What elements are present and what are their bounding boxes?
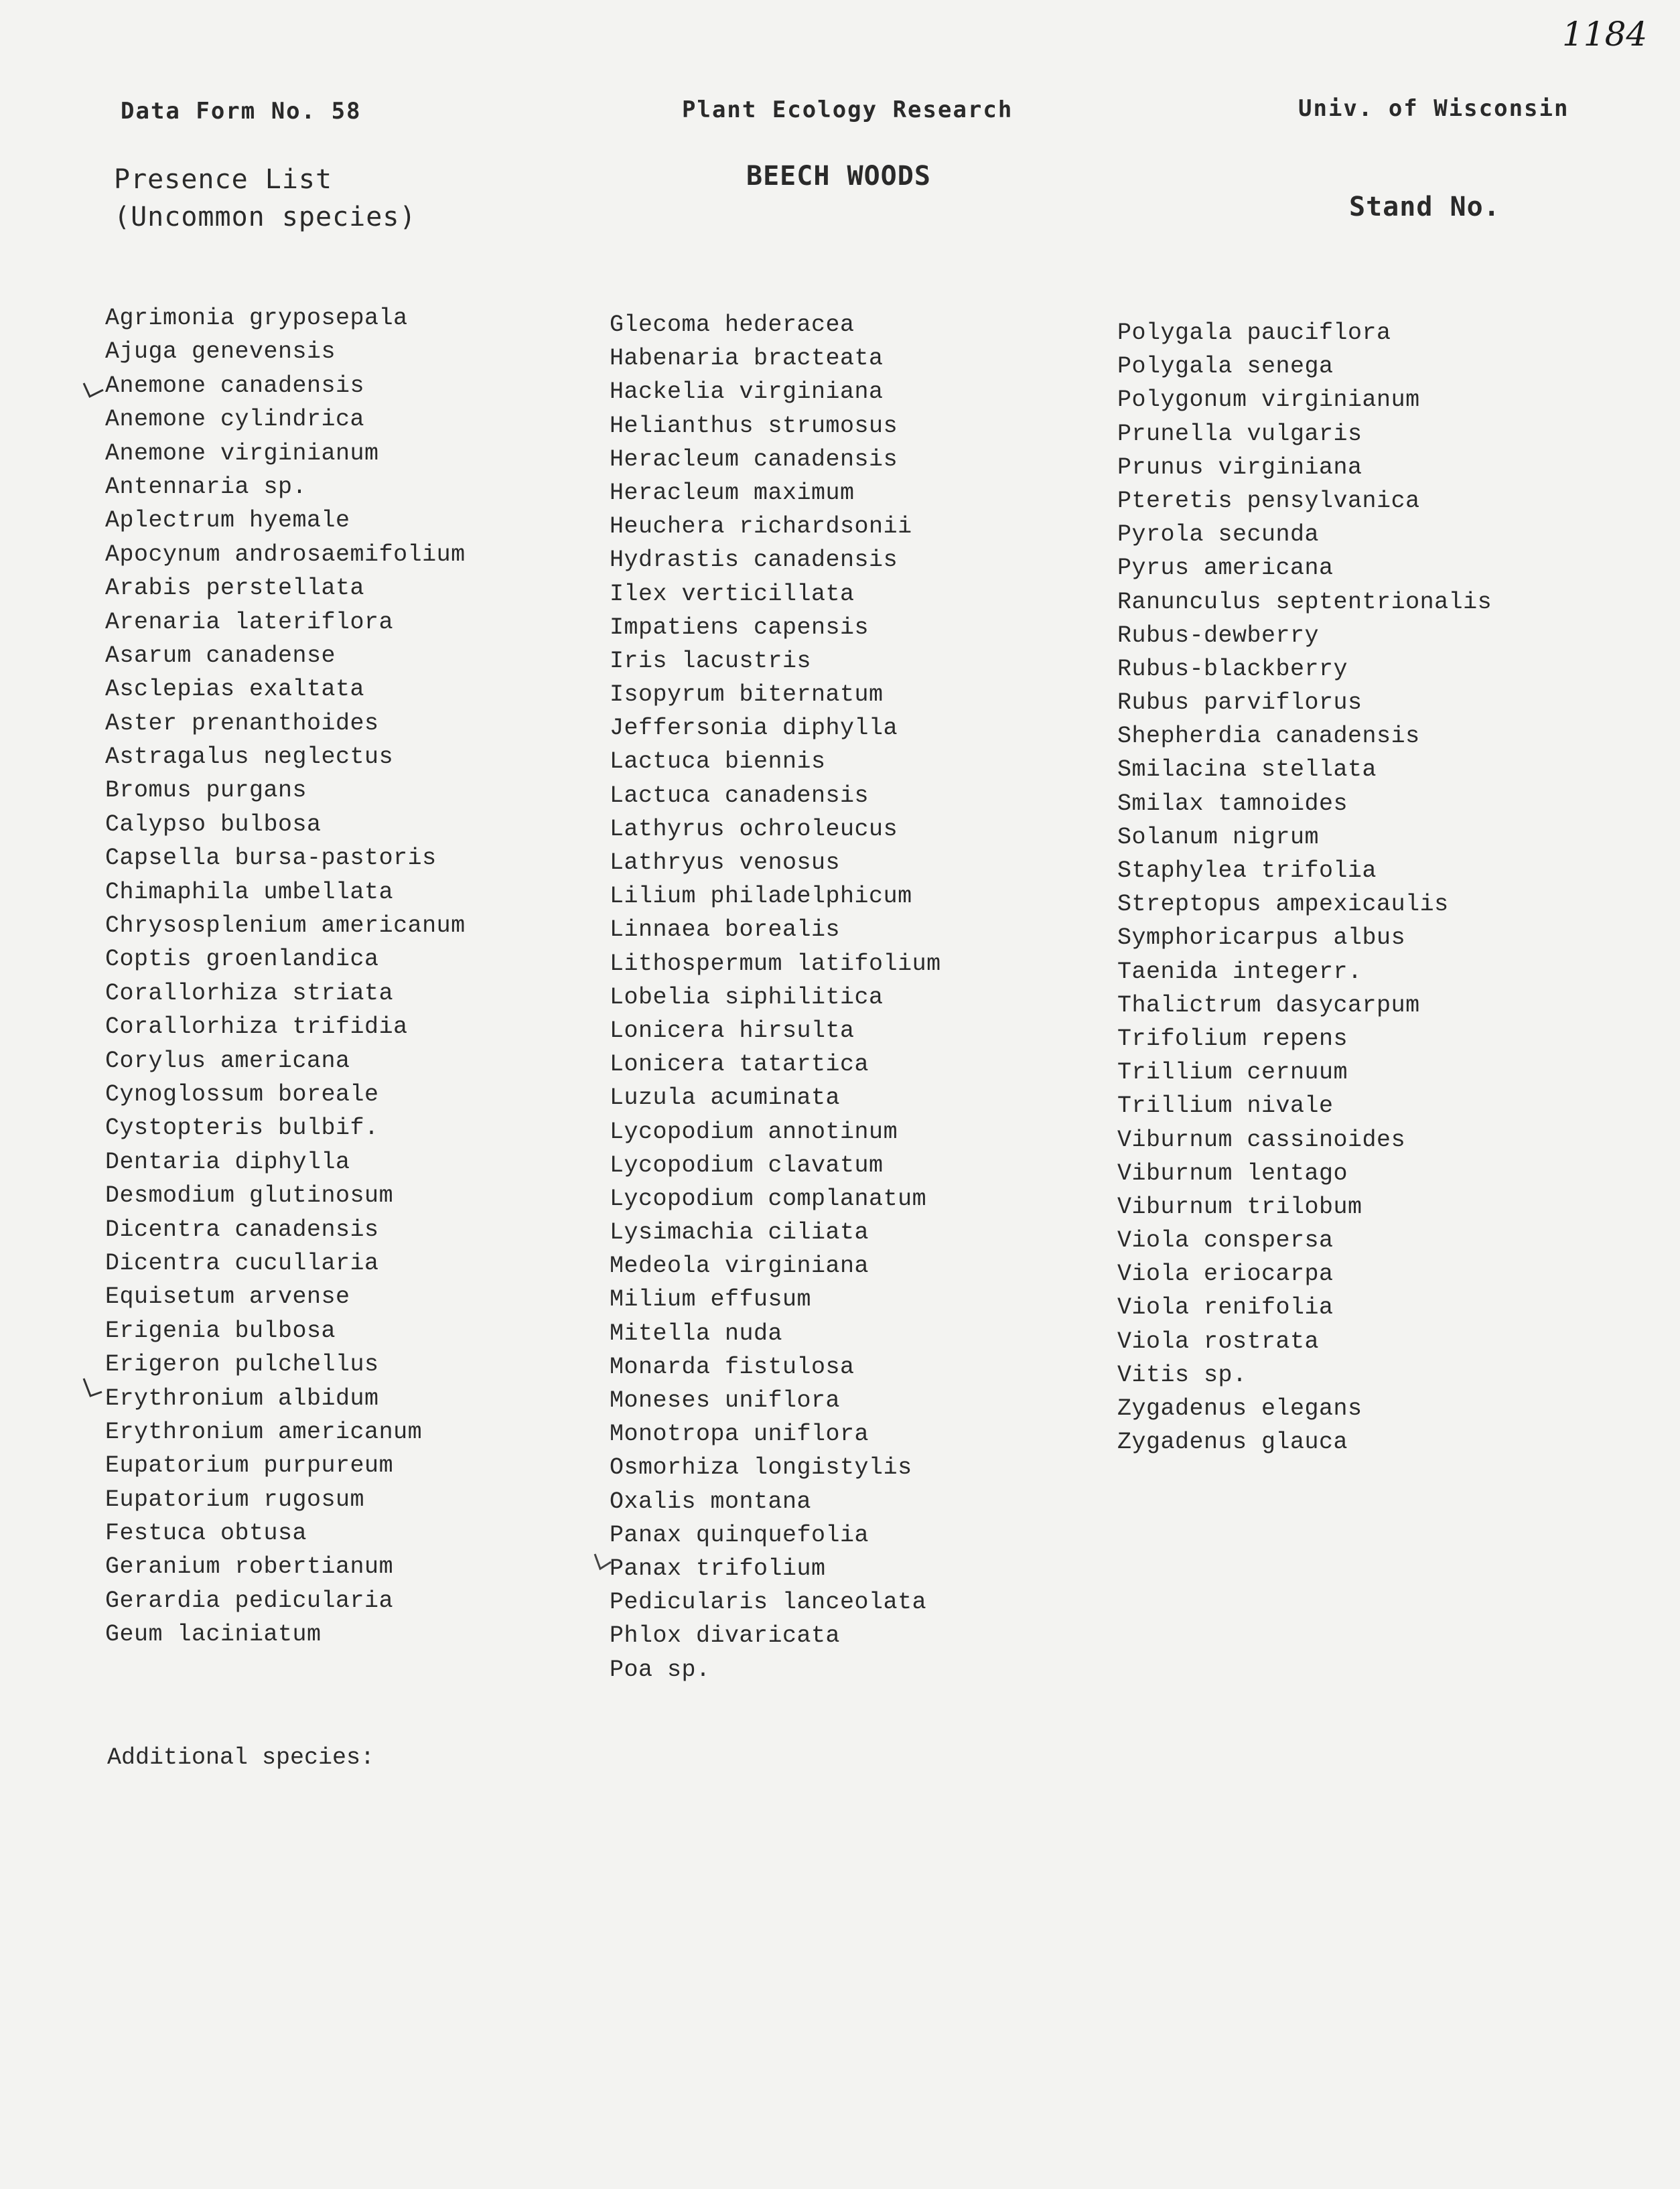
- species-entry: Ajuga genevensis: [105, 338, 336, 366]
- species-entry: Erigeron pulchellus: [105, 1351, 379, 1379]
- species-entry: Chrysosplenium americanum: [105, 912, 466, 940]
- species-entry: Dicentra canadensis: [105, 1216, 379, 1243]
- species-entry: Vitis sp.: [1117, 1361, 1247, 1389]
- species-entry: Milium effusum: [610, 1286, 812, 1314]
- species-entry: Iris lacustris: [610, 647, 812, 675]
- species-entry: Pedicularis lanceolata: [610, 1589, 927, 1616]
- species-entry: Panax trifolium: [610, 1555, 826, 1582]
- species-entry: Osmorhiza longistylis: [610, 1454, 912, 1482]
- species-entry: Lobelia siphilitica: [610, 983, 884, 1011]
- species-entry: Coptis groenlandica: [105, 946, 379, 973]
- species-entry: Geranium robertianum: [105, 1553, 394, 1581]
- species-entry: Asarum canadense: [105, 642, 336, 669]
- species-entry: Erythronium albidum: [105, 1385, 379, 1412]
- check-mark-icon: [82, 1374, 104, 1399]
- species-entry: Medeola virginiana: [610, 1253, 869, 1280]
- species-entry: Lycopodium clavatum: [610, 1151, 884, 1179]
- species-entry: Taenida integerr.: [1117, 958, 1362, 985]
- species-entry: Helianthus strumosus: [610, 412, 898, 439]
- species-entry: Calypso bulbosa: [105, 810, 322, 838]
- species-entry: Gerardia pedicularia: [105, 1587, 394, 1614]
- species-entry: Aster prenanthoides: [105, 709, 379, 737]
- species-entry: Isopyrum biternatum: [610, 681, 884, 709]
- species-entry: Linnaea borealis: [610, 916, 841, 944]
- species-entry: Astragalus neglectus: [105, 744, 394, 771]
- species-entry: Chimaphila umbellata: [105, 878, 394, 906]
- species-entry: Cynoglossum boreale: [105, 1080, 379, 1108]
- species-entry: Solanum nigrum: [1117, 823, 1320, 851]
- species-entry: Polygonum virginianum: [1117, 386, 1420, 414]
- species-entry: Habenaria bracteata: [610, 345, 884, 372]
- species-entry: Agrimonia gryposepala: [105, 305, 408, 332]
- species-entry: Oxalis montana: [610, 1488, 812, 1515]
- species-entry: Luzula acuminata: [610, 1084, 841, 1112]
- species-entry: Heuchera richardsonii: [610, 513, 912, 541]
- species-entry: Zygadenus glauca: [1117, 1429, 1348, 1456]
- species-entry: Festuca obtusa: [105, 1520, 307, 1547]
- species-entry: Trillium nivale: [1117, 1092, 1334, 1120]
- species-entry: Smilax tamnoides: [1117, 790, 1348, 817]
- species-entry: Pyrus americana: [1117, 555, 1334, 582]
- species-entry: Streptopus ampexicaulis: [1117, 891, 1449, 918]
- list-title: [114, 161, 416, 236]
- organization-name: Plant Ecology Research: [682, 96, 1013, 123]
- species-entry: Lysimachia ciliata: [610, 1219, 869, 1247]
- species-entry: Anemone canadensis: [105, 372, 365, 399]
- species-entry: Geum laciniatum: [105, 1621, 322, 1648]
- species-entry: Lathyrus ochroleucus: [610, 815, 898, 843]
- species-entry: Cystopteris bulbif.: [105, 1115, 379, 1142]
- species-entry: Thalictrum dasycarpum: [1117, 991, 1420, 1019]
- species-entry: Bromus purgans: [105, 777, 307, 804]
- species-entry: Heracleum canadensis: [610, 445, 898, 473]
- species-entry: Desmodium glutinosum: [105, 1182, 394, 1210]
- species-entry: Lactuca biennis: [610, 748, 826, 776]
- species-entry: Corallorhiza striata: [105, 979, 394, 1007]
- species-entry: Lithospermum latifolium: [610, 950, 941, 977]
- species-entry: Impatiens capensis: [610, 614, 869, 641]
- species-entry: Hydrastis canadensis: [610, 547, 898, 574]
- species-column-1: [105, 301, 466, 1652]
- species-entry: Anemone cylindrica: [105, 406, 365, 433]
- check-mark-icon: [592, 1550, 615, 1574]
- species-entry: Polygala senega: [1117, 353, 1334, 380]
- species-entry: Shepherdia canadensis: [1117, 723, 1420, 750]
- additional-species-label: Additional species:: [107, 1744, 375, 1771]
- species-entry: Dicentra cucullaria: [105, 1249, 379, 1277]
- species-entry: Aplectrum hyemale: [105, 507, 350, 535]
- species-entry: Heracleum maximum: [610, 479, 855, 506]
- species-entry: Staphylea trifolia: [1117, 857, 1377, 884]
- species-entry: Poa sp.: [610, 1656, 711, 1683]
- species-entry: Lonicera tatartica: [610, 1051, 869, 1078]
- species-entry: Viola eriocarpa: [1117, 1261, 1334, 1288]
- university-name: Univ. of Wisconsin: [1298, 95, 1569, 122]
- species-entry: Pteretis pensylvanica: [1117, 487, 1420, 514]
- species-entry: Eupatorium rugosum: [105, 1486, 365, 1513]
- species-entry: Equisetum arvense: [105, 1283, 350, 1311]
- species-entry: Viola conspersa: [1117, 1227, 1334, 1255]
- species-entry: Dentaria diphylla: [105, 1148, 350, 1176]
- species-entry: Pyrola secunda: [1117, 521, 1320, 549]
- species-entry: Rubus-dewberry: [1117, 622, 1320, 649]
- species-entry: Eupatorium purpureum: [105, 1452, 394, 1480]
- species-entry: Monotropa uniflora: [610, 1421, 869, 1448]
- species-entry: Asclepias exaltata: [105, 676, 365, 703]
- form-number: Data Form No. 58: [121, 98, 362, 125]
- species-entry: Lilium philadelphicum: [610, 883, 912, 910]
- species-entry: Lycopodium annotinum: [610, 1118, 898, 1145]
- species-entry: Moneses uniflora: [610, 1387, 841, 1414]
- species-entry: Viola renifolia: [1117, 1294, 1334, 1322]
- species-entry: Arabis perstellata: [105, 575, 365, 602]
- species-entry: Symphoricarpus albus: [1117, 924, 1406, 952]
- species-entry: Zygadenus elegans: [1117, 1395, 1362, 1422]
- species-entry: Erythronium americanum: [105, 1418, 423, 1445]
- page-number-annotation: 1184: [1562, 15, 1648, 54]
- community-title: BEECH WOODS: [746, 161, 931, 192]
- species-entry: Trifolium repens: [1117, 1025, 1348, 1052]
- species-column-2: [610, 308, 941, 1687]
- species-entry: Viburnum trilobum: [1117, 1193, 1362, 1220]
- list-title-line-2: (Uncommon species): [114, 202, 417, 232]
- species-entry: Arenaria lateriflora: [105, 608, 394, 636]
- species-entry: Glecoma hederacea: [610, 311, 855, 338]
- species-entry: Lactuca canadensis: [610, 782, 869, 809]
- species-entry: Mitella nuda: [610, 1320, 783, 1347]
- species-entry: Erigenia bulbosa: [105, 1317, 336, 1344]
- species-entry: Rubus-blackberry: [1117, 655, 1348, 683]
- species-entry: Rubus parviflorus: [1117, 689, 1362, 717]
- species-entry: Viburnum cassinoides: [1117, 1126, 1406, 1153]
- list-title-line-1: Presence List: [114, 164, 333, 195]
- species-entry: Ranunculus septentrionalis: [1117, 588, 1492, 616]
- species-entry: Capsella bursa-pastoris: [105, 845, 437, 872]
- species-entry: Smilacina stellata: [1117, 756, 1377, 784]
- species-entry: Trillium cernuum: [1117, 1059, 1348, 1086]
- species-entry: Lycopodium complanatum: [610, 1185, 927, 1212]
- species-entry: Phlox divaricata: [610, 1622, 841, 1650]
- species-entry: Monarda fistulosa: [610, 1353, 855, 1381]
- species-entry: Prunella vulgaris: [1117, 420, 1362, 447]
- species-entry: Lathryus venosus: [610, 849, 841, 876]
- species-entry: Panax quinquefolia: [610, 1521, 869, 1549]
- species-entry: Polygala pauciflora: [1117, 320, 1391, 346]
- species-entry: Ilex verticillata: [610, 580, 855, 608]
- species-entry: Lonicera hirsulta: [610, 1017, 855, 1044]
- species-entry: Viola rostrata: [1117, 1328, 1320, 1355]
- stand-number-label: Stand No.: [1349, 192, 1500, 222]
- species-column-3: [1117, 316, 1492, 1459]
- species-entry: Hackelia virginiana: [610, 378, 884, 406]
- species-entry: Corallorhiza trifidia: [105, 1013, 408, 1041]
- species-entry: Viburnum lentago: [1117, 1159, 1348, 1187]
- species-entry: Antennaria sp.: [105, 473, 307, 500]
- species-entry: Anemone virginianum: [105, 439, 379, 467]
- species-entry: Corylus americana: [105, 1047, 350, 1074]
- species-entry: Jeffersonia diphylla: [610, 715, 898, 742]
- check-mark-icon: [82, 375, 104, 399]
- species-entry: Prunus virginiana: [1117, 453, 1362, 481]
- species-entry: Apocynum androsaemifolium: [105, 541, 466, 568]
